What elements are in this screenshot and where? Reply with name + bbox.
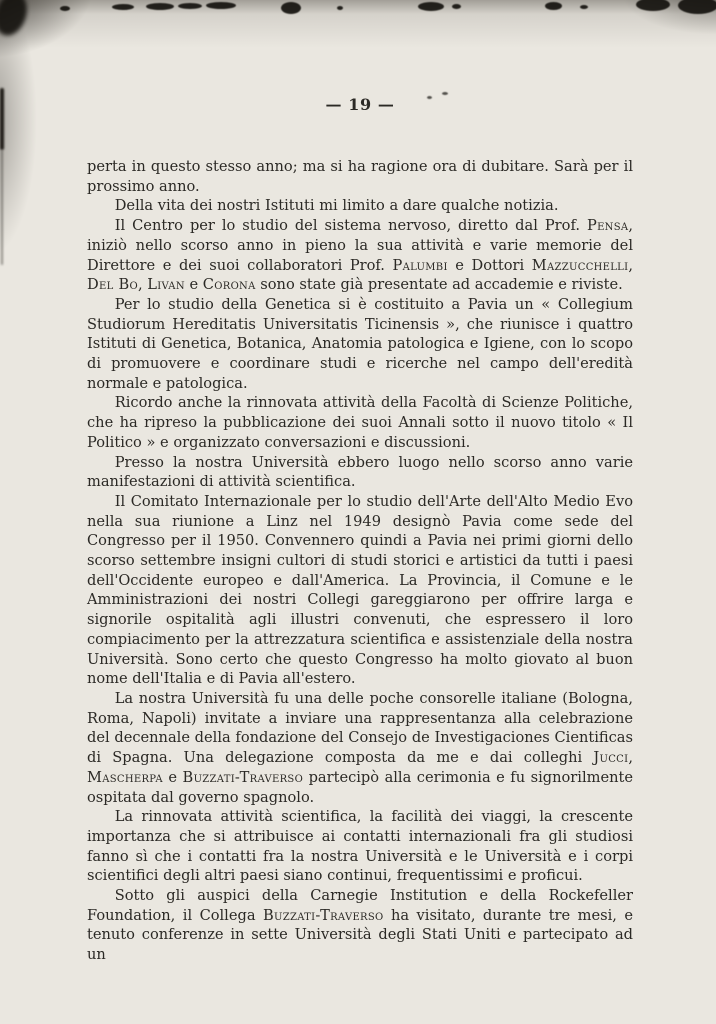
text-run: e Dottori (447, 256, 532, 274)
text-run: Della vita dei nostri Istituti mi limito a dare qualche notizia. (114, 197, 559, 215)
text-run: , iniziò nello scorso anno in pieno la sua attività e varie memorie del Direttore e dei suoi collaboratori Prof. (87, 217, 633, 274)
paragraph (87, 492, 633, 689)
text-run: Il Comitato Internazionale per lo studio dell'Arte dell'Alto Medio Evo nella sua riunione a Linz nel 1949 designò Pavia come sede del Congresso per il 1950. Convennero quindi a Pavia nei primi giorni dello scorso settembre insigni cultori di studi storici e artistici da tutti i paesi dell'Occidente europeo e dall'America. La Provincia, il Comune e le Amministrazioni dei nostri Collegi gareggiarono per offrire larga e signorile ospitalità agli illustri convenuti, che espressero il loro compiacimento per la attrezzatura scientifica e assistenziale della nostra Università. Sono certo che questo Congresso ha molto giovato al buon nome dell'Italia e di Pavia all'estero. (87, 492, 633, 688)
scan-artifact (452, 4, 461, 9)
person-name: Mascherpa (87, 768, 163, 786)
paragraph (87, 295, 633, 394)
text-run: , (628, 256, 633, 274)
page-number: — 19 — (325, 95, 395, 114)
person-name: Livan (147, 276, 185, 294)
paragraph (87, 216, 633, 295)
person-name: Del Bo (87, 276, 138, 294)
person-name: Jucci (593, 749, 629, 767)
person-name: Buzzati-Traverso (182, 768, 304, 786)
scan-artifact (206, 2, 236, 9)
person-name: Buzzati-Traverso (263, 906, 384, 924)
text-run: La nostra Università fu una delle poche consorelle italiane (Bologna, Roma, Napoli) invitate a inviare una rappresentanza alla celebrazione del decennale della fondazione del Consejo de Investigaciones Cientificas di Spagna. Una delegazione composta da me e dai colleghi (87, 689, 633, 767)
person-name: Pensa (586, 217, 629, 235)
scan-artifact (1, 150, 3, 265)
scan-artifact (112, 4, 134, 10)
scan-artifact (636, 0, 670, 11)
paragraph (87, 196, 633, 216)
text-run: perta in questo stesso anno; ma si ha ragione ora di dubitare. Sarà per il prossimo anno. (87, 158, 633, 195)
scan-artifact (60, 6, 70, 11)
scan-artifact (281, 2, 301, 14)
paragraph (87, 689, 633, 807)
text-run: Per lo studio della Genetica si è costituito a Pavia un « Collegium Studiorum Hereditatis Universitatis Ticinensis », che riunisce i quattro Istituti di Genetica, Botanica, Anatomia patologica e Igiene, con lo scopo di promuovere e coordinare studi e ricerche nel campo dell'eredità normale e patologica. (87, 295, 633, 392)
text-run: Sotto gli auspici della Carnegie Institution e della Rockefeller Foundation, il Collega (87, 887, 633, 924)
scan-artifact (178, 3, 202, 9)
paragraph (87, 393, 633, 452)
text-run: e (162, 768, 183, 786)
paragraph (87, 157, 633, 196)
scan-artifact (146, 3, 174, 10)
text-run: partecipò alla cerimonia e fu signorilmente ospitata dal governo spagnolo. (87, 768, 633, 806)
text-run: Il Centro per lo studio del sistema nervoso, diretto dal Prof. (114, 217, 587, 235)
text-run: sono state già presentate ad accademie e riviste. (255, 276, 623, 294)
text-run: Presso la nostra Università ebbero luogo nello scorso anno varie manifestazioni di attività scientifica. (87, 453, 633, 491)
paragraph (87, 886, 633, 965)
scan-artifact (0, 88, 4, 150)
person-name: Mazzucchelli (531, 256, 629, 274)
paragraph (87, 807, 633, 886)
text-run: , (137, 276, 148, 294)
text-run: , (628, 749, 633, 767)
paragraph (87, 453, 633, 492)
text-run: ha visitato, durante tre mesi, e tenuto conferenze in sette Università degli Stati Uniti e partecipato ad un (87, 906, 634, 964)
scan-artifact (418, 2, 444, 11)
scan-artifact (0, 0, 32, 40)
text-run: e (184, 276, 203, 294)
text-run: Ricordo anche la rinnovata attività della Facoltà di Scienze Politiche, che ha ripreso la pubblicazione dei suoi Annali sotto il nuovo titolo « Il Politico » e organizzato conversazioni e discussioni. (87, 394, 633, 451)
scan-artifact (545, 2, 562, 10)
scan-artifact (337, 6, 343, 10)
scan-artifact (580, 5, 588, 9)
person-name: Palumbi (392, 256, 448, 274)
text-block (87, 157, 633, 965)
text-run: La rinnovata attività scientifica, la facilità dei viaggi, la crescente importanza che si attribuisce ai contatti internazionali fra gli studiosi fanno sì che i contatti fra la nostra Università e le Università e i corpi scientifici degli altri paesi siano continui, frequentissimi e proficui. (87, 808, 633, 885)
person-name: Corona (202, 276, 256, 294)
scan-artifact (678, 0, 716, 14)
